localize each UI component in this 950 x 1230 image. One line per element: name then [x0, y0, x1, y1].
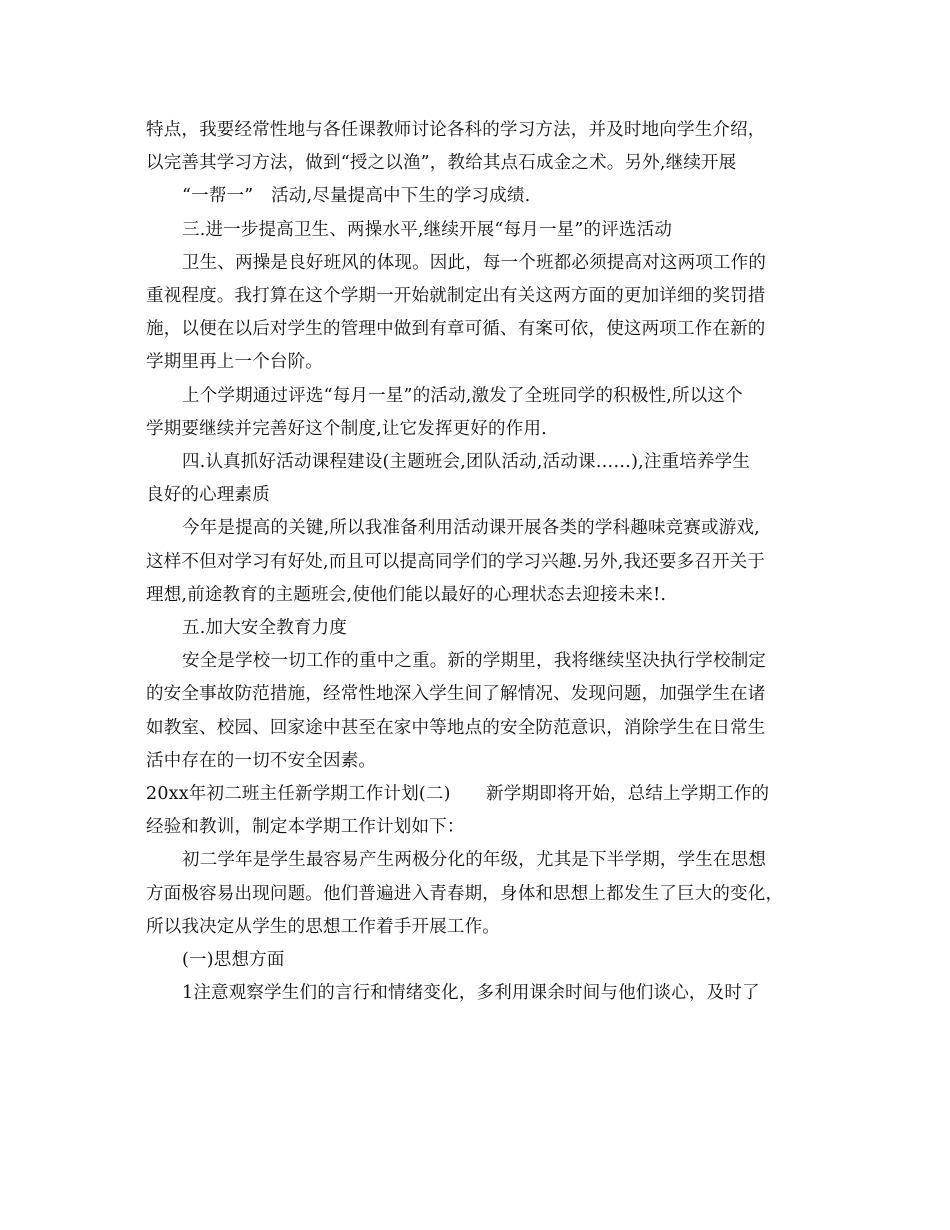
plan-title-line: 20xx年初二班主任新学期工作计划(二) 新学期即将开始，总结上学期工作的 — [146, 784, 770, 805]
section-heading: 四.认真抓好活动课程建设(主题班会,团队活动,活动课……),注重培养学生 — [182, 452, 751, 473]
text-line: 初二学年是学生最容易产生两极分化的年级，尤其是下半学期，学生在思想 — [182, 850, 767, 871]
text-line: 以完善其学习方法，做到“授之以渔”，教给其点石成金之术。另外,继续开展 — [146, 153, 737, 174]
section-heading: 五.加大安全教育力度 — [182, 618, 348, 639]
text-line: 方面极容易出现问题。他们普遍进入青春期，身体和思想上都发生了巨大的变化， — [146, 883, 784, 904]
section-heading: 三.进一步提高卫生、两操水平,继续开展“每月一星”的评选活动 — [182, 219, 673, 240]
text-line: 这样不但对学习有好处,而且可以提高同学们的学习兴趣.另外,我还要多召开关于 — [146, 551, 766, 572]
text-line: 所以我决定从学生的思想工作着手开展工作。 — [146, 916, 500, 937]
text-line: 理想,前途教育的主题班会,使他们能以最好的心理状态去迎接未来!. — [146, 584, 667, 605]
text-line: 施，以便在以后对学生的管理中做到有章可循、有案可依，使这两项工作在新的 — [146, 319, 766, 340]
text-line: 活中存在的一切不安全因素。 — [146, 750, 377, 771]
text-line: 安全是学校一切工作的重中之重。新的学期里，我将继续坚决执行学校制定 — [182, 651, 767, 672]
text-line: 1注意观察学生们的言行和情绪变化，多利用课余时间与他们谈心，及时了 — [182, 983, 760, 1004]
text-line: 卫生、两操是良好班风的体现。因此，每一个班都必须提高对这两项工作的 — [182, 252, 767, 273]
text-line: 学期要继续并完善好这个制度,让它发挥更好的作用. — [146, 418, 547, 439]
text-line: 今年是提高的关键,所以我准备利用活动课开展各类的学科趣味竞赛或游戏, — [182, 518, 760, 539]
text-line: 学期里再上一个台阶。 — [146, 352, 323, 373]
document-body — [146, 114, 806, 1010]
section-heading: (一)思想方面 — [182, 950, 285, 971]
text-line: “一帮一” 活动,尽量提高中下生的学习成绩. — [182, 186, 531, 207]
text-line: 重视程度。我打算在这个学期一开始就制定出有关这两方面的更加详细的奖罚措 — [146, 286, 766, 307]
section-heading: 良好的心理素质 — [146, 485, 270, 506]
text-line: 的安全事故防范措施，经常性地深入学生间了解情况、发现问题，加强学生在诸 — [146, 684, 766, 705]
text-line: 上个学期通过评选“每月一星”的活动,激发了全班同学的积极性,所以这个 — [182, 385, 743, 406]
text-line: 经验和教训，制定本学期工作计划如下： — [146, 817, 465, 838]
text-line: 特点，我要经常性地与各任课教师讨论各科的学习方法，并及时地向学生介绍， — [146, 120, 766, 140]
text-line: 如教室、校园、回家途中甚至在家中等地点的安全防范意识，消除学生在日常生 — [146, 717, 766, 738]
